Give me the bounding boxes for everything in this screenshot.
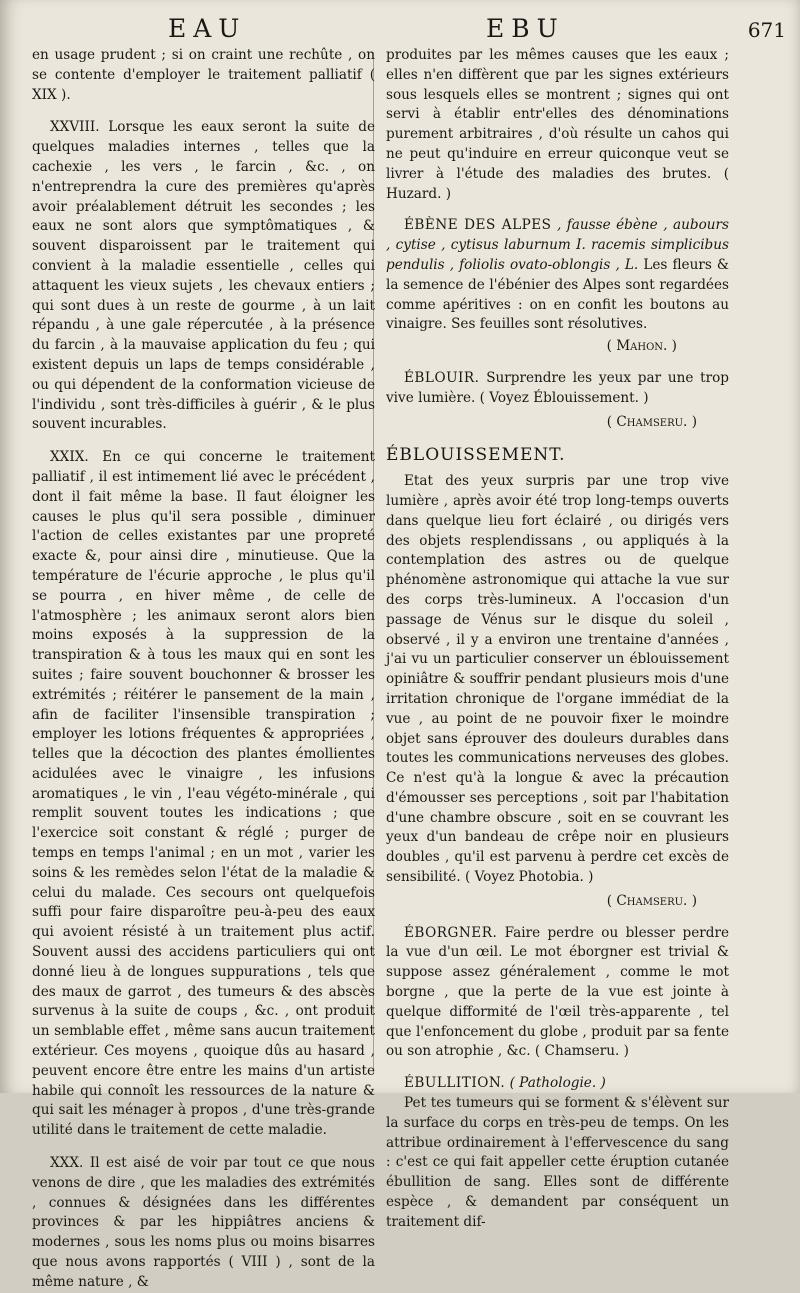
author-signature: ( Mahon. ) [606,338,677,355]
entry-text: Surprendre les yeux par une trop vive lumière. ( Voyez Éblouissement. ) [386,369,729,406]
entry-eborgner [386,924,729,1063]
entry-ebullition-text: Pet tes tumeurs qui se forment & s'élèvent sur la surface du corps en très-peu de temps. On les attribue ordinairement à l'effervescence du sang : c'est ce qui fait appeller cette éruption cutanée ébullition de sang. Elles sont de différente espèce , & demandent par conséquent un traitement dif- [386,1095,729,1230]
paragraph-xxix: XXIX. En ce qui concerne le traitement palliatif , il est intimement lié avec le précédent , dont il fait même la base. Il faut éloigner les causes le plus qu'il sera possible , diminuer l'action de celles existantes par une propreté exacte &, pour ainsi dire , minutieuse. Que la température de l'écurie approche , le plus qu'il se pourra , en hiver même , de celle de l'atmosphère ; les animaux seront alors bien moins exposés à la suppression de la transpiration & à tous les maux qui en sont les suites ; faire souvent bouchonner & brosser les extrémités ; réitérer le pansement de la main , afin de faciliter l'insensible transpiration ; employer les lotions fréquentes & appropriées , telles que la décoction des plantes émollientes acidulées avec le vinaigre , les infusions aromatiques , le vin , l'eau végéto-minérale , qui remplit souvent toutes les indications ; que l'exercice soit constant & réglé ; purger de temps en temps l'animal ; en un mot , varier les soins & les remèdes selon l'état de la maladie & celui du malade. Ces secours ont quelquefois suffi pour faire disparoître peu-à-peu des eaux qui avoient résisté à un traitement plus actif. Souvent aussi des accidens particuliers qui ont donné lieu à de longues suppurations , tels que des maux de garrot , des tumeurs & des abscès survenus à la suite de coups , &c. , ont produit un semblable effet , même sans aucun traitement extérieur. Ces moyens , quoique dûs au hasard , peuvent encore être entre les mains d'un artiste habile qui connoît les ressources de la nature & qui sait les ménager à propos , d'une très-grande utilité dans le traitement de cette maladie. [32,449,375,1139]
section-title-eblouissement: ÉBLOUISSEMENT. [386,445,566,466]
entry-ebullition [386,1074,729,1094]
entry-eblouir [386,369,729,409]
author-signature: ( Chamseru. ) [606,892,697,909]
paragraph-continuation-right: produites par les mêmes causes que les eaux ; elles n'en diffèrent que par les signes extérieurs sous lesquels elles se montrent ; signes qui ont servi à établir entr'elles des dénominations purement arbitraires , d'où résulte un cahos qui ne peut qu'induire en erreur quiconque veut se livrer à l'étude des maladies des brutes. ( Huzard. ) [386,47,729,202]
author-signature: ( Chamseru. ) [606,413,697,430]
entry-eblouissement-text: Etat des yeux surpris par une trop vive lumière , après avoir été trop long-temps ouverts dans quelque lieu fort éclairé , ou dirigés vers des objets resplendissans , ou appliqués à la contemplation des astres ou de quelque phénomène astronomique qui attache la vue sur des corps très-lumineux. A l'occasion d'un passage de Vénus sur le disque du soleil , observé , il y a environ une trentaine d'années , j'ai vu un particulier conserver un éblouissement opiniâtre & souffrir pendant plusieurs mois d'une irritation chronique de l'organe immédiat de la vue , au point de ne pouvoir fixer le moindre objet sans éprouver des douleurs durables dans toutes les communications nerveuses des globes. Ce n'est qu'à la longue & avec la précaution d'émousser ses perceptions , soit par l'habitation d'une chambre obscure , soit en se couvrant les yeux d'un bandeau de crêpe noir en plusieurs doubles , qu'il est parvenu à perdre cet excès de sensibilité. ( Voyez Photobia. ) [386,473,729,886]
paragraph-continuation: en usage prudent ; si on craint une rechûte , on se contente d'employer le traitement palliatif ( XIX ). [32,47,375,103]
entry-headword: ÉBLOUIR. [404,369,480,386]
left-running-head: EAU [168,14,247,43]
entry-ebene-des-alpes [386,216,729,335]
entry-headword: ÉBULLITION. [404,1075,506,1092]
right-column [386,46,729,1233]
right-running-head: EBU [486,14,565,43]
left-column [32,46,375,1293]
entry-latin-names: , fausse ébène , aubours , cytise , cytisus laburnum I. racemis simplicibus pendulis , foliolis ovato-oblongis , L. [386,217,729,273]
paragraph-xxx: XXX. Il est aisé de voir par tout ce que nous venons de dire , que les maladies des extrémités , connues & désignées dans les différentes provinces & par les hippiâtres anciens & modernes , sous les noms plus ou moins bisarres que nous avons rapportés ( VIII ) , sont de la même nature , & [32,1155,375,1290]
running-header [0,14,800,48]
entry-headword: ÉBORGNER. [404,924,498,941]
entry-text: Faire perdre ou blesser perdre la vue d'un œil. Le mot éborgner est trivial & suppose assez généralement , comme le mot borgne , que la perte de la vue est jointe à quelque difformité de l'œil très-apparente , tel que l'enfoncement du globe , produit par sa fente ou son atrophie , &c. ( Chamseru. ) [386,924,729,1060]
page-number: 671 [747,18,786,42]
paragraph-xxviii: XXVIII. Lorsque les eaux seront la suite de quelques maladies internes , telles que la cachexie , les vers , le farcin , &c. , on n'entreprendra la cure des premières qu'après avoir préalablement détruit les secondes ; les eaux ne sont alors que symptômatiques , & souvent disparoissent par le traitement qui convient à la maladie essentielle , celles qui attaquent les vieux sujets , les chevaux entiers ; qui sont dues à un reste de gourme , à un lait répandu , à une gale répercutée , à la présence du farcin , à la mauvaise application du feu ; qui existent depuis un laps de temps considérable , ou qui dépendent de la conformation vicieuse de l'individu , sont très-difficiles à guérir , & le plus souvent incurables. [32,119,375,433]
entry-headword: ÉBÈNE DES ALPES [404,217,552,234]
entry-subject: ( Pathologie. ) [509,1075,606,1092]
entry-text: Les fleurs & la semence de l'ébénier des Alpes sont regardées comme apéritives : on en confit les boutons au vinaigre. Ses feuilles sont résolutives. [386,256,729,333]
